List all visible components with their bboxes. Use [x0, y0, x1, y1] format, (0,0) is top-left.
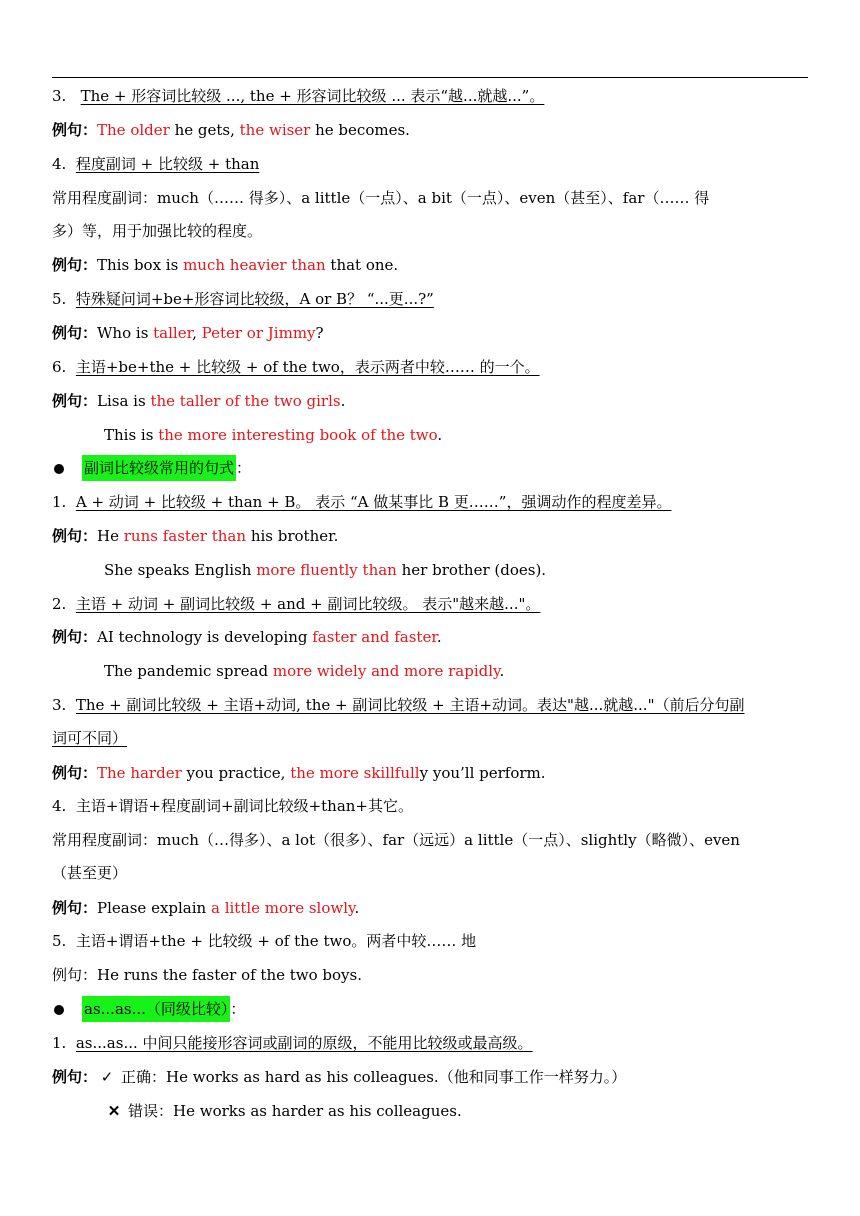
example-line	[104, 424, 808, 446]
example-text: He works as hard as his colleagues.（他和同事工作一样努力。）	[166, 1068, 627, 1086]
example-line	[52, 964, 808, 986]
section-heading: 副词比较级常用的句式	[82, 455, 236, 481]
note-text: 常用程度副词：much（…… 得多）、a little（一点）、a bit（一点）、even（甚至）、far（…… 得	[52, 189, 710, 207]
rule-text: The + 形容词比较级 ..., the + 形容词比较级 ... 表示“越...就越...”。	[80, 87, 545, 105]
note-text: 多）等，用于加强比较的程度。	[52, 222, 263, 240]
example-line	[104, 559, 808, 581]
example-label: 例句：	[52, 899, 98, 917]
highlight-text: Peter or Jimmy	[201, 324, 316, 342]
rule-number: 4.	[52, 797, 67, 815]
example-text: This box is	[97, 256, 184, 274]
rule-number: 6.	[52, 358, 67, 376]
rule-4-line	[52, 795, 808, 817]
example-text: She speaks English	[104, 561, 257, 579]
highlight-text: The harder	[97, 764, 182, 782]
heading-colon: ：	[236, 459, 252, 477]
example-text: he gets,	[169, 121, 240, 139]
rule-number: 4.	[52, 155, 67, 173]
rule-text: as...as... 中间只能接形容词或副词的原级，不能用比较级或最高级。	[75, 1034, 533, 1052]
example-label: 例句：	[52, 527, 98, 545]
example-label: 例句：	[52, 966, 98, 984]
check-icon: ✓	[100, 1068, 114, 1086]
example-text: her brother (does).	[396, 561, 547, 579]
rule-number: 1.	[52, 493, 67, 511]
example-text: .	[436, 628, 442, 646]
rule-1-line	[52, 1032, 808, 1054]
example-text: ,	[192, 324, 202, 342]
example-prefix: 错误：	[128, 1102, 174, 1120]
highlight-text: the more skillfull	[290, 764, 420, 782]
example-text: that one.	[325, 256, 399, 274]
example-line	[52, 525, 808, 547]
highlight-text: much heavier than	[183, 256, 326, 274]
example-line	[52, 1066, 808, 1088]
example-line	[52, 762, 808, 784]
example-line	[104, 1100, 808, 1122]
rule-number: 3.	[52, 696, 67, 714]
example-line	[52, 322, 808, 344]
example-label: 例句：	[52, 628, 98, 646]
example-text: He	[97, 527, 124, 545]
rule-3-continuation	[52, 727, 808, 749]
example-prefix: 正确：	[121, 1068, 167, 1086]
highlight-text: more fluently than	[256, 561, 397, 579]
example-label: 例句：	[52, 1068, 98, 1086]
example-label: 例句：	[52, 392, 98, 410]
top-rule	[52, 77, 808, 78]
rule-text: 主语+谓语+the + 比较级 + of the two。两者中较…… 地	[75, 932, 477, 950]
example-line	[52, 254, 808, 276]
cross-icon: ✕	[107, 1102, 121, 1120]
example-text: The pandemic spread	[104, 662, 273, 680]
highlight-text: runs faster than	[123, 527, 247, 545]
example-label: 例句：	[52, 256, 98, 274]
example-text: .	[354, 899, 360, 917]
section-heading: as...as...（同级比较）	[82, 996, 230, 1022]
rule-number: 5.	[52, 932, 67, 950]
highlight-text: the wiser	[239, 121, 311, 139]
rule-text: A + 动词 + 比较级 + than + B。 表示 “A 做某事比 B 更……”，强调动作的程度差异。	[75, 493, 672, 511]
highlight-text: the taller of the two girls	[150, 392, 341, 410]
rule-text: 词可不同）	[52, 729, 128, 747]
example-text: He works as harder as his colleagues.	[173, 1102, 462, 1120]
example-label: 例句：	[52, 324, 98, 342]
highlight-text: the more interesting book of the two	[158, 426, 438, 444]
example-label: 例句：	[52, 764, 98, 782]
rule-number: 2.	[52, 595, 67, 613]
example-line	[52, 390, 808, 412]
rule-3-line	[52, 694, 808, 716]
rule-1-line	[52, 491, 808, 513]
example-line	[52, 897, 808, 919]
example-text: ?	[315, 324, 324, 342]
example-text: .	[499, 662, 505, 680]
rule-text: 特殊疑问词+be+形容词比较级，A or B？ “...更...?”	[75, 290, 434, 308]
example-label: 例句：	[52, 121, 98, 139]
example-text: This is	[104, 426, 159, 444]
rule-6-line	[52, 356, 808, 378]
example-text: y you’ll perform.	[419, 764, 546, 782]
note-line	[52, 862, 808, 884]
example-text: Please explain	[97, 899, 211, 917]
highlight-text: The older	[97, 121, 170, 139]
rule-4-line	[52, 153, 808, 175]
example-text: He runs the faster of the two boys.	[97, 966, 362, 984]
section-heading-adverb	[52, 457, 808, 479]
rule-number: 3.	[52, 87, 67, 105]
example-text: AI technology is developing	[97, 628, 313, 646]
rule-text: 程度副词 + 比较级 + than	[75, 155, 260, 173]
example-line	[104, 660, 808, 682]
highlight-text: a little more slowly	[210, 899, 355, 917]
example-line	[52, 119, 808, 141]
note-line	[52, 220, 808, 242]
rule-2-line	[52, 593, 808, 615]
note-text: 常用程度副词：much（…得多）、a lot（很多）、far（远远）a little（一点）、slightly（略微）、even	[52, 831, 740, 849]
section-heading-as-as	[52, 998, 808, 1020]
rule-text: 主语+谓语+程度副词+副词比较级+than+其它。	[75, 797, 413, 815]
heading-colon: ：	[230, 1000, 246, 1018]
rule-number: 5.	[52, 290, 67, 308]
example-text: .	[340, 392, 346, 410]
rule-text: The + 副词比较级 + 主语+动词, the + 副词比较级 + 主语+动词。表达"越...就越..."（前后分句副	[75, 696, 745, 714]
example-text: you practice,	[181, 764, 291, 782]
highlight-text: faster and faster	[312, 628, 437, 646]
bullet-icon	[54, 464, 64, 474]
bullet-icon	[54, 1005, 64, 1015]
example-line	[52, 626, 808, 648]
rule-text: 主语+be+the + 比较级 + of the two，表示两者中较…… 的一个。	[75, 358, 540, 376]
example-text: his brother.	[246, 527, 339, 545]
example-text: Who is	[97, 324, 154, 342]
note-line	[52, 829, 808, 851]
rule-3-line	[52, 85, 808, 107]
rule-number: 1.	[52, 1034, 67, 1052]
example-text: he becomes.	[310, 121, 410, 139]
note-text: （甚至更）	[52, 864, 128, 882]
highlight-text: more widely and more rapidly	[272, 662, 500, 680]
note-line	[52, 187, 808, 209]
example-text: .	[437, 426, 443, 444]
rule-5-line	[52, 288, 808, 310]
highlight-text: taller	[153, 324, 193, 342]
example-text: Lisa is	[97, 392, 151, 410]
rule-5-line	[52, 930, 808, 952]
rule-text: 主语 + 动词 + 副词比较级 + and + 副词比较级。 表示"越来越..."。	[75, 595, 541, 613]
